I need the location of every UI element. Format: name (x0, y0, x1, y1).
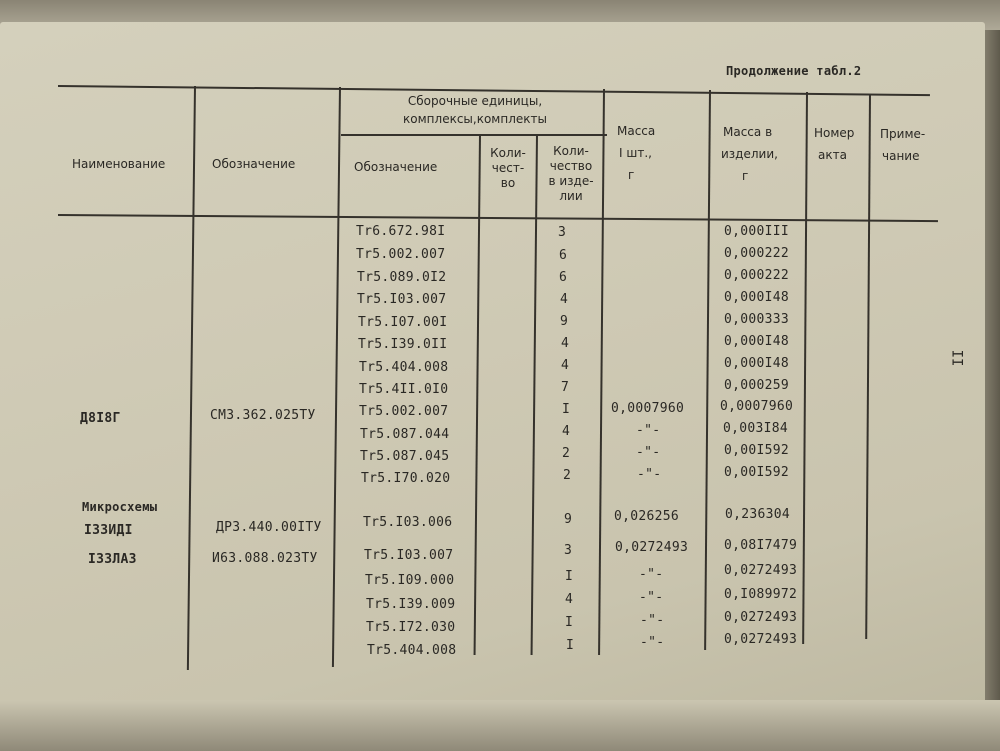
row-15-mass-total: 0,0272493 (724, 563, 798, 578)
header-name: Наименование (72, 157, 166, 171)
row-15-assembly: Tr5.I09.000 (365, 573, 455, 588)
header-assembly-line-2: комплексы,комплекты (403, 112, 547, 126)
row-5-qty: 9 (560, 314, 569, 329)
row-17-assembly: Tr5.I72.030 (366, 620, 456, 635)
row-16-mass-total: 0,I089972 (724, 587, 798, 602)
header-act-line-2: акта (818, 148, 847, 162)
row-5-assembly: Tr5.I07.00I (358, 315, 448, 330)
row-1-qty: 3 (558, 225, 567, 240)
row-17-qty: I (565, 615, 574, 630)
row-7-assembly: Tr5.404.008 (359, 360, 449, 375)
row-1-mass-total: 0,000III (724, 224, 790, 239)
row-4-qty: 4 (560, 292, 569, 307)
row-16-qty: 4 (565, 592, 574, 607)
row-11-qty: 2 (562, 446, 571, 461)
header-designation: Обозначение (212, 157, 296, 171)
row-11-mass-total: 0,00I592 (724, 443, 790, 458)
header-qty-line-2: чест- (491, 161, 525, 175)
header-assembly-designation: Обозначение (354, 160, 438, 174)
row-8-assembly: Tr5.4II.0I0 (359, 382, 449, 397)
header-notes-line-1: Приме- (880, 127, 926, 141)
header-assembly-line-1: Сборочные единицы, (407, 94, 543, 108)
row-14-assembly: Tr5.I03.007 (364, 548, 454, 563)
header-mass-product-line-3: г (742, 169, 749, 183)
background-bottom (0, 700, 1000, 751)
row-14-mass-total: 0,08I7479 (724, 538, 798, 553)
header-qty-product-line-4: лии (559, 189, 583, 203)
header-qty-product-line-3: в изде- (548, 174, 594, 188)
row-7-mass-total: 0,000I48 (724, 356, 790, 371)
row-2-assembly: Tr5.002.007 (356, 247, 446, 262)
row-2-mass-total: 0,000222 (724, 246, 790, 261)
row-11-mass-unit: -"- (636, 445, 661, 460)
header-act-line-1: Номер (814, 126, 855, 140)
row-12-assembly: Tr5.I70.020 (361, 471, 451, 486)
row-4-assembly: Tr5.I03.007 (357, 292, 447, 307)
header-qty-product-line-1: Коли- (553, 144, 589, 158)
header-mass-unit-line-2: I шт., (619, 146, 652, 160)
page-number: II (948, 349, 965, 367)
continuation-label: Продолжение табл.2 (726, 64, 862, 78)
row-18-mass-unit: -"- (640, 635, 665, 650)
row-14-name: I33ЛА3 (88, 552, 137, 567)
header-qty-line-1: Коли- (490, 146, 526, 160)
row-9-designation: СМ3.362.025ТУ (210, 408, 316, 423)
row-3-assembly: Tr5.089.0I2 (357, 270, 447, 285)
row-13-mass-total: 0,236304 (725, 507, 791, 522)
row-9-qty: I (562, 402, 571, 417)
row-13-mass-unit: 0,026256 (614, 509, 680, 524)
row-13-name-group: Микросхемы (82, 500, 158, 514)
row-4-mass-total: 0,000I48 (724, 290, 790, 305)
row-15-qty: I (565, 569, 574, 584)
row-6-mass-total: 0,000I48 (724, 334, 790, 349)
row-8-qty: 7 (561, 380, 570, 395)
row-13-name: I33ИДI (84, 523, 133, 538)
header-qty-line-3: во (500, 176, 516, 190)
row-15-mass-unit: -"- (639, 567, 664, 582)
row-17-mass-total: 0,0272493 (724, 610, 798, 625)
header-mass-unit-line-1: Масса (617, 124, 656, 138)
row-18-qty: I (566, 638, 575, 653)
row-13-designation: ДР3.440.00IТУ (216, 520, 322, 535)
row-17-mass-unit: -"- (640, 613, 665, 628)
header-mid-rule (341, 134, 607, 136)
row-6-qty: 4 (561, 336, 570, 351)
row-14-designation: И63.088.023ТУ (212, 551, 318, 566)
row-1-assembly: Tr6.672.98I (356, 224, 446, 239)
row-10-mass-unit: -"- (636, 423, 661, 438)
row-3-mass-total: 0,000222 (724, 268, 790, 283)
row-14-mass-unit: 0,0272493 (615, 540, 689, 555)
row-12-mass-total: 0,00I592 (724, 465, 790, 480)
row-11-assembly: Tr5.087.045 (360, 449, 450, 464)
row-7-qty: 4 (561, 358, 570, 373)
row-18-mass-total: 0,0272493 (724, 632, 798, 647)
row-9-name: Д8I8Г (80, 411, 121, 426)
row-2-qty: 6 (559, 248, 568, 263)
row-5-mass-total: 0,000333 (724, 312, 790, 327)
row-18-assembly: Tr5.404.008 (367, 643, 457, 658)
header-mass-product-line-2: изделии, (721, 147, 778, 161)
row-8-mass-total: 0,000259 (724, 378, 790, 393)
row-10-assembly: Tr5.087.044 (360, 427, 450, 442)
row-14-qty: 3 (564, 543, 573, 558)
row-12-qty: 2 (563, 468, 572, 483)
header-qty-product-line-2: чество (549, 159, 593, 173)
row-3-qty: 6 (559, 270, 568, 285)
header-notes-line-2: чание (882, 149, 920, 163)
row-6-assembly: Tr5.I39.0II (358, 337, 448, 352)
row-16-mass-unit: -"- (639, 590, 664, 605)
row-9-mass-unit: 0,0007960 (611, 401, 685, 416)
row-9-mass-total: 0,0007960 (720, 399, 794, 414)
row-16-assembly: Tr5.I39.009 (366, 597, 456, 612)
row-10-mass-total: 0,003I84 (723, 421, 789, 436)
row-13-qty: 9 (564, 512, 573, 527)
header-mass-product-line-1: Масса в (723, 125, 773, 139)
header-mass-unit-line-3: г (628, 168, 635, 182)
row-10-qty: 4 (562, 424, 571, 439)
row-13-assembly: Tr5.I03.006 (363, 515, 453, 530)
row-9-assembly: Tr5.002.007 (359, 404, 449, 419)
row-12-mass-unit: -"- (637, 467, 662, 482)
